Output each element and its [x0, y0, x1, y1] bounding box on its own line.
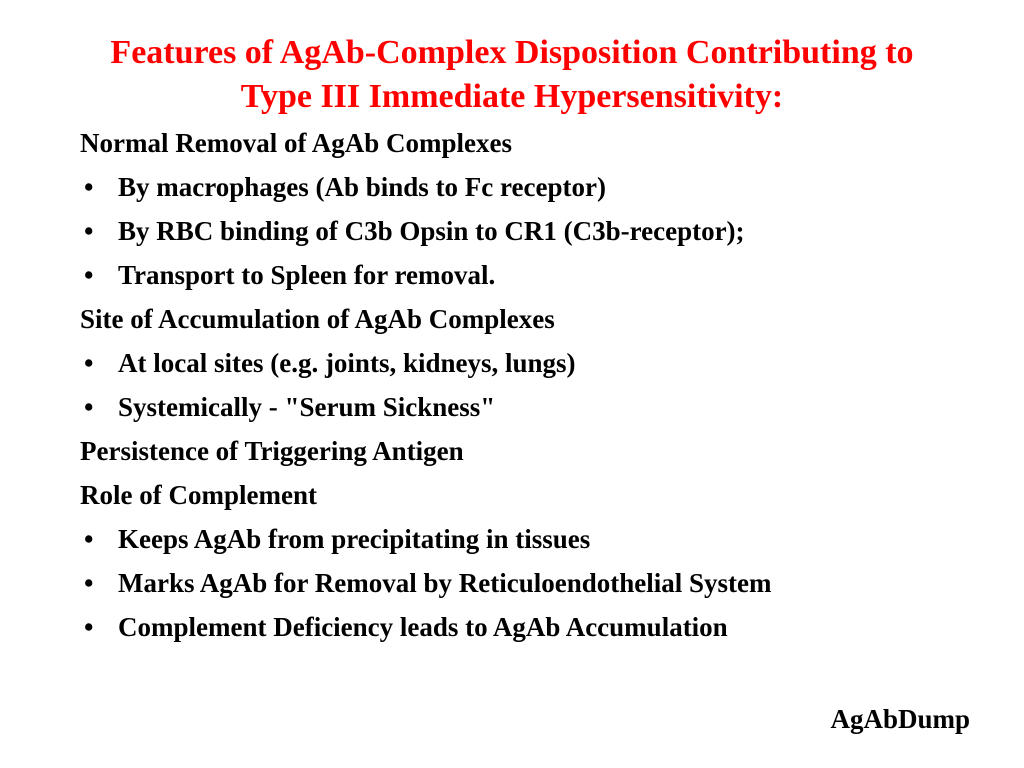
bullet-item [80, 210, 878, 254]
bullet-item [80, 166, 878, 210]
bullet-icon: • [84, 172, 94, 202]
slide-footer-label: AgAbDump [830, 704, 970, 734]
section-heading: Normal Removal of AgAb Complexes [80, 128, 512, 158]
bullet-text: Transport to Spleen for removal. [118, 260, 496, 290]
bullet-item [80, 386, 878, 430]
bullet-text: Marks AgAb for Removal by Reticuloendothelial System [118, 568, 772, 598]
bullet-icon: • [84, 392, 94, 422]
bullet-icon: • [84, 524, 94, 554]
bullet-item [80, 342, 878, 386]
bullet-text: By macrophages (Ab binds to Fc receptor) [118, 172, 606, 202]
slide-title [0, 31, 1024, 119]
bullet-icon: • [84, 260, 94, 290]
slide-title-line-1: Features of AgAb-Complex Disposition Contributing to [110, 34, 914, 71]
bullet-text: By RBC binding of C3b Opsin to CR1 (C3b-receptor); [118, 216, 745, 246]
bullet-text: Keeps AgAb from precipitating in tissues [118, 524, 591, 554]
bullet-item [80, 518, 878, 562]
bullet-item [80, 254, 878, 298]
slide-body [80, 122, 980, 650]
bullet-icon: • [84, 216, 94, 246]
section-heading: Role of Complement [80, 480, 317, 510]
slide-title-line-2: Type III Immediate Hypersensitivity: [240, 78, 784, 115]
bullet-item [80, 562, 878, 606]
bullet-item [80, 606, 878, 650]
bullet-text: Systemically - "Serum Sickness" [118, 392, 496, 422]
section-heading: Persistence of Triggering Antigen [80, 436, 464, 466]
bullet-icon: • [84, 612, 94, 642]
bullet-text: At local sites (e.g. joints, kidneys, lungs) [118, 348, 576, 378]
bullet-icon: • [84, 568, 94, 598]
bullet-icon: • [84, 348, 94, 378]
section-heading: Site of Accumulation of AgAb Complexes [80, 304, 555, 334]
bullet-text: Complement Deficiency leads to AgAb Accumulation [118, 612, 728, 642]
